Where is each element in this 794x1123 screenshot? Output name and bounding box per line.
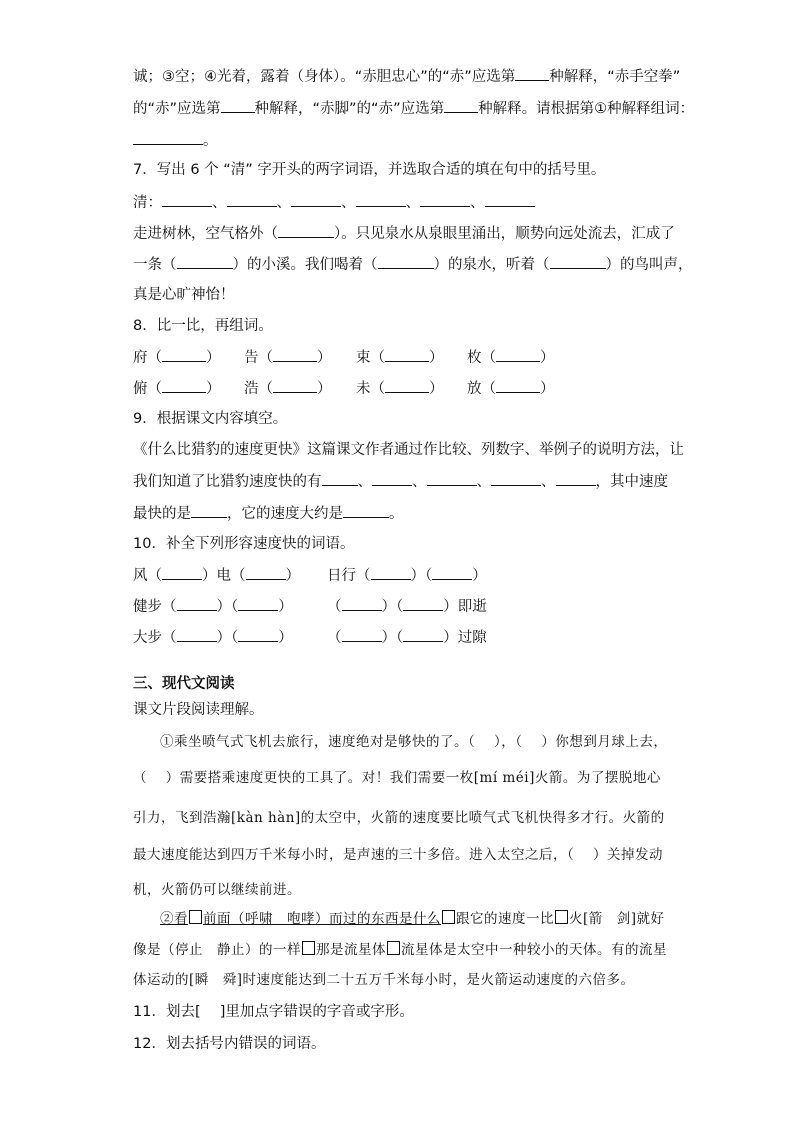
answer-blank[interactable]: [227, 192, 277, 207]
answer-blank[interactable]: [378, 254, 434, 269]
answer-blank[interactable]: [385, 378, 429, 393]
q8-item: 告（ ）: [244, 347, 332, 368]
punctuation-box[interactable]: [555, 910, 568, 924]
answer-blank[interactable]: [444, 98, 478, 113]
q7-sentence-1: 走进树林，空气格外（ ）。只见泉水从泉眼里涌出，顺势向远处流去，汇成了: [133, 223, 675, 244]
q10-title: 10．补全下列形容速度快的词语。: [133, 536, 355, 552]
answer-blank[interactable]: [191, 503, 227, 518]
q7-sentence-2: 一条（ ）的小溪。我们喝着（ ）的泉水，听着（ ）的鸟叫声，: [133, 254, 693, 275]
answer-blank[interactable]: [372, 471, 412, 486]
answer-blank[interactable]: [273, 347, 317, 362]
answer-blank[interactable]: [485, 192, 535, 207]
q8-title: 8．比一比，再组词。: [133, 318, 273, 334]
answer-blank[interactable]: [162, 565, 202, 580]
section-subtitle: 课文片段阅读理解。: [133, 702, 264, 718]
q8-item: 俯（ ）: [133, 378, 221, 399]
q8-item: 枚（ ）: [467, 347, 555, 368]
answer-blank[interactable]: [221, 98, 255, 113]
q12-title: 12．划去括号内错误的词语。: [133, 1036, 326, 1052]
answer-blank[interactable]: [432, 565, 472, 580]
answer-blank[interactable]: [177, 596, 217, 611]
answer-blank[interactable]: [515, 66, 549, 81]
answer-blank[interactable]: [550, 254, 606, 269]
punctuation-box[interactable]: [442, 910, 455, 924]
answer-blank[interactable]: [343, 503, 389, 518]
answer-blank[interactable]: [238, 596, 278, 611]
punctuation-box[interactable]: [387, 941, 400, 955]
q11-title: 11．划去[ ]里加点字错误的字音或字形。: [133, 1004, 414, 1020]
q10-item: （ ）（ ）即逝: [327, 596, 487, 617]
passage-line: 像是（停止 静止）的一样 那是流星体 流星体是太空中一种较小的天体。有的流星: [133, 942, 667, 958]
punctuation-box[interactable]: [302, 941, 315, 955]
answer-blank[interactable]: [385, 347, 429, 362]
answer-blank[interactable]: [162, 192, 212, 207]
answer-blank[interactable]: [403, 596, 443, 611]
answer-blank[interactable]: [427, 471, 477, 486]
passage-line: 最大速度能达到四万千米每小时，是声速的三十多倍。进入太空之后，（ ）关掉发动: [133, 847, 664, 863]
answer-blank[interactable]: [291, 192, 341, 207]
q7-title: 7．写出 6 个 “清” 字开头的两字词语，并选取合适的填在句中的括号里。: [133, 162, 606, 178]
passage-line: （ ）需要搭乘速度更快的工具了。对！我们需要一枚[mí méi]火箭。为了摆脱地心: [133, 770, 661, 786]
q8-item: 放（ ）: [467, 378, 555, 399]
q8-item: 浩（ ）: [244, 378, 332, 399]
answer-blank[interactable]: [133, 130, 203, 145]
q10-item: 风（ ）电（ ）: [133, 565, 300, 586]
q10-item: 日行（ ）（ ）: [327, 565, 487, 586]
q8-item: 府（ ）: [133, 347, 221, 368]
q9-line-3: 最快的是 ，它的速度大约是 。: [133, 503, 404, 524]
answer-blank[interactable]: [162, 378, 206, 393]
punctuation-box[interactable]: [189, 910, 202, 924]
q8-item: 未（ ）: [356, 378, 444, 399]
passage-line: ①乘坐喷气式飞机去旅行，速度绝对是够快的了。（ ），（ ）你想到月球上去，: [160, 734, 668, 750]
answer-blank[interactable]: [278, 223, 334, 238]
passage-line: ②看 前面（呼啸 咆哮）而过的东西是什么 跟它的速度一比 火[箭 剑]就好: [160, 911, 665, 927]
answer-blank[interactable]: [177, 254, 233, 269]
answer-blank[interactable]: [371, 565, 411, 580]
section-heading: 三、现代文阅读: [133, 676, 235, 692]
answer-blank[interactable]: [246, 565, 286, 580]
answer-blank[interactable]: [162, 347, 206, 362]
q10-item: （ ）（ ）过隙: [327, 627, 487, 648]
answer-blank[interactable]: [238, 627, 278, 642]
answer-blank[interactable]: [356, 192, 406, 207]
answer-blank[interactable]: [342, 627, 382, 642]
answer-blank[interactable]: [496, 347, 540, 362]
q9-line-1: 《什么比猎豹的速度更快》这篇课文作者通过作比较、列数字、举例子的说明方法，让: [133, 442, 684, 458]
q9-title: 9．根据课文内容填空。: [133, 411, 288, 427]
answer-blank[interactable]: [177, 627, 217, 642]
passage-line: 机，火箭仍可以继续前进。: [133, 882, 301, 898]
passage-line: 体运动的[瞬 舜]时速度能达到二十五万千米每小时，是火箭运动速度的六倍多。: [133, 972, 635, 988]
q7-word-blanks: 清： 、 、 、 、 、: [133, 192, 535, 213]
answer-blank[interactable]: [496, 378, 540, 393]
passage-line: 引力，飞到浩瀚[kàn hàn]的太空中，火箭的速度要比喷气式飞机快得多才行。火箭的: [133, 810, 665, 826]
answer-blank[interactable]: [556, 471, 596, 486]
answer-blank[interactable]: [491, 471, 541, 486]
answer-blank[interactable]: [322, 471, 358, 486]
answer-blank[interactable]: [403, 627, 443, 642]
q7-sentence-3: 真是心旷神怡！: [133, 287, 235, 303]
q6-line-3: 。: [133, 130, 218, 151]
answer-blank[interactable]: [273, 378, 317, 393]
q6-line-2: 的“赤”应选第 种解释，“赤脚”的“赤”应选第 种解释。请根据第①种解释组词：: [133, 98, 694, 119]
q8-item: 束（ ）: [356, 347, 444, 368]
answer-blank[interactable]: [342, 596, 382, 611]
q6-line-1: 诚；③空；④光着，露着（身体）。“赤胆忠心”的“赤”应选第 种解释，“赤手空拳”: [133, 66, 680, 87]
q10-item: 大步（ ）（ ）: [133, 627, 293, 648]
answer-blank[interactable]: [420, 192, 470, 207]
q9-line-2: 我们知道了比猎豹速度快的有 、 、 、 、 ，其中速度: [133, 471, 668, 492]
q10-item: 健步（ ）（ ）: [133, 596, 293, 617]
